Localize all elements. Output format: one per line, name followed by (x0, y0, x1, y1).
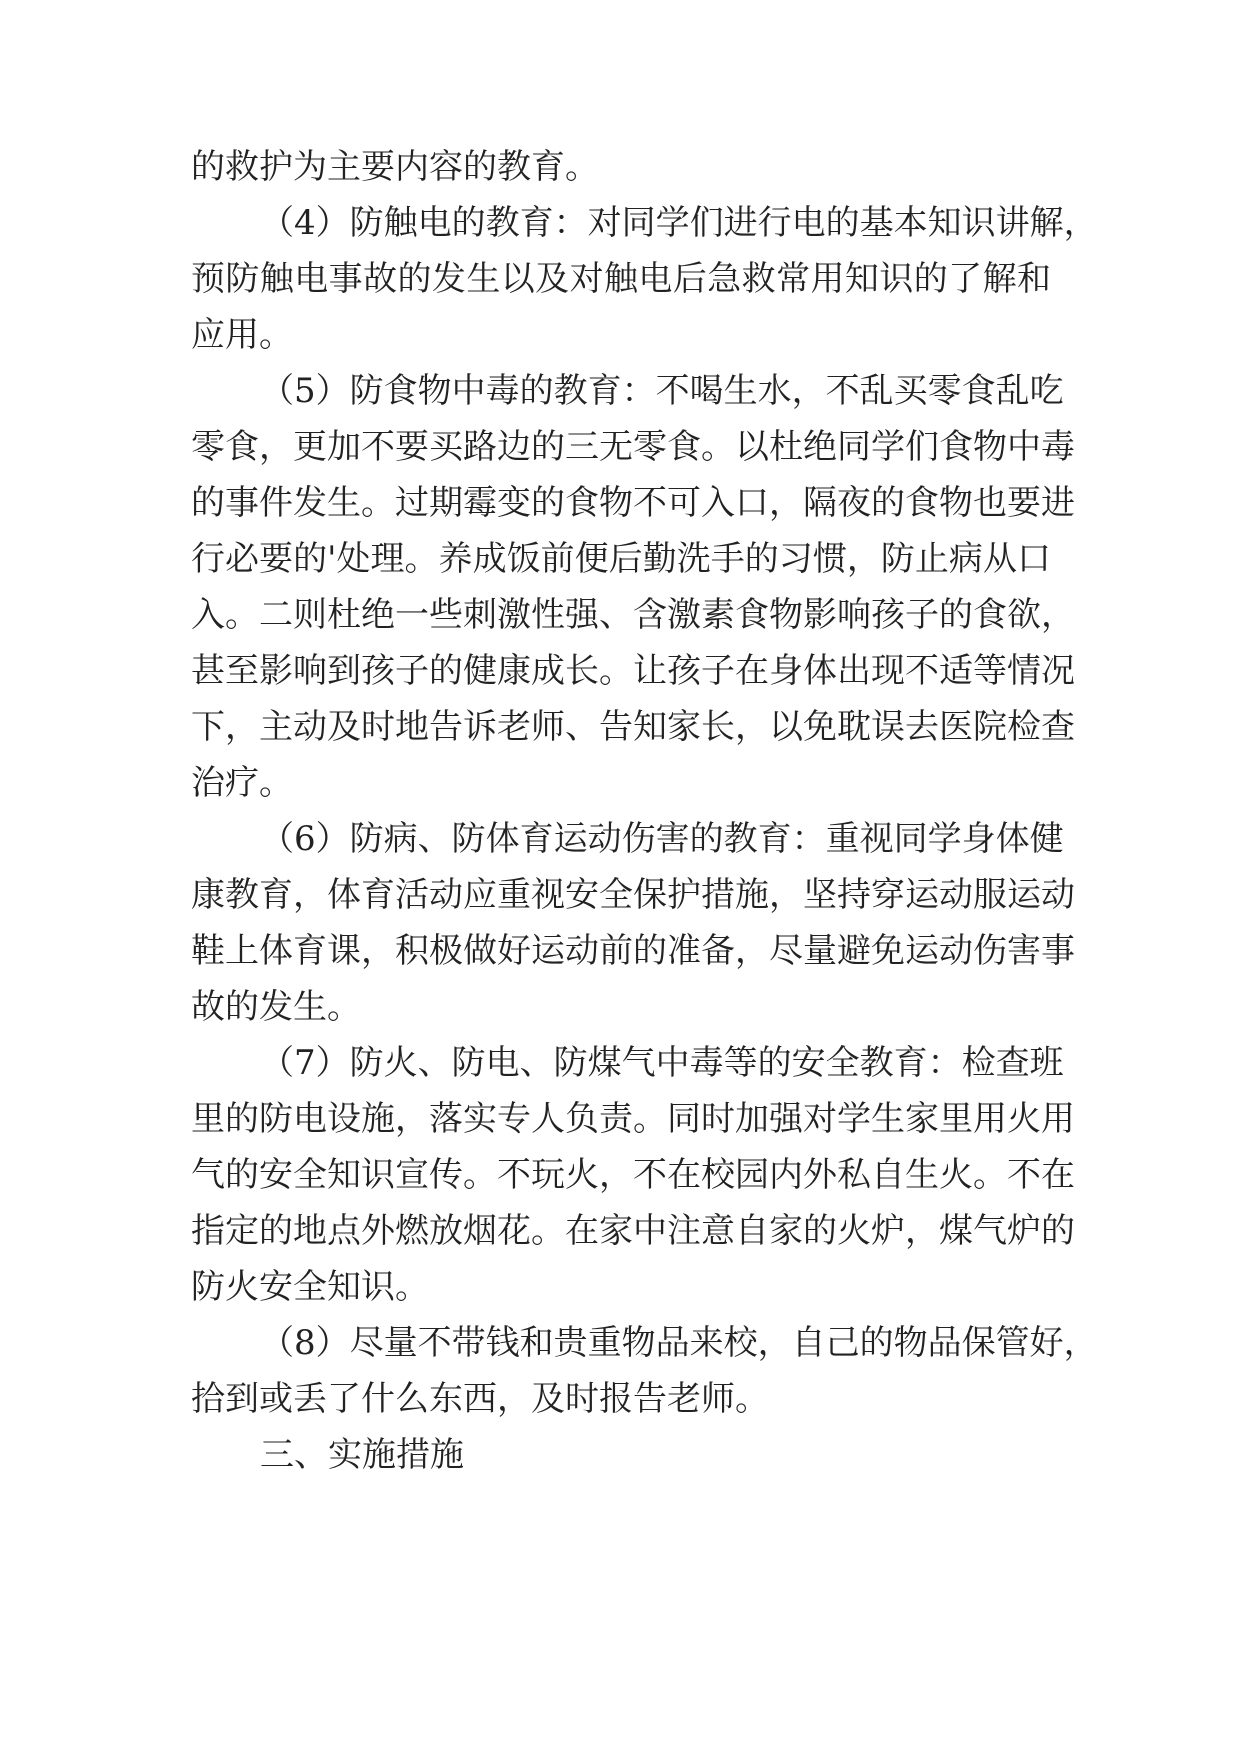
text-line: 预防触电事故的发生以及对触电后急救常用知识的了解和 (191, 259, 1051, 299)
text-line: 下，主动及时地告诉老师、告知家长，以免耽误去医院检查 (191, 707, 1075, 747)
text-line: 行必要的'处理。养成饭前便后勤洗手的习惯，防止病从口 (191, 539, 1051, 579)
text-line: 治疗。 (191, 763, 293, 803)
text-line: 甚至影响到孩子的健康成长。让孩子在身体出现不适等情况 (191, 651, 1075, 691)
paragraph-6-heading-line: （6）防病、防体育运动伤害的教育：重视同学身体健 (260, 819, 1064, 859)
text-line: 康教育，体育活动应重视安全保护措施，坚持穿运动服运动 (191, 875, 1075, 915)
paragraph-8-heading-line: （8）尽量不带钱和贵重物品来校，自己的物品保管好， (260, 1323, 1098, 1363)
text-line: 气的安全知识宣传。不玩火，不在校园内外私自生火。不在 (191, 1155, 1075, 1195)
text-line: 里的防电设施，落实专人负责。同时加强对学生家里用火用 (191, 1099, 1075, 1139)
text-line: 鞋上体育课，积极做好运动前的准备，尽量避免运动伤害事 (191, 931, 1075, 971)
paragraph-7-heading-line: （7）防火、防电、防煤气中毒等的安全教育：检查班 (260, 1043, 1064, 1083)
section-heading: 三、实施措施 (260, 1435, 464, 1475)
paragraph-5-heading-line: （5）防食物中毒的教育：不喝生水，不乱买零食乱吃 (260, 371, 1064, 411)
text-line: 应用。 (191, 315, 293, 355)
paragraph-4-heading-line: （4）防触电的教育：对同学们进行电的基本知识讲解， (260, 203, 1098, 243)
text-line: 防火安全知识。 (191, 1267, 429, 1307)
text-line: 的救护为主要内容的教育。 (191, 147, 599, 187)
text-line: 入。二则杜绝一些刺激性强、含激素食物影响孩子的食欲， (191, 595, 1075, 635)
text-line: 的事件发生。过期霉变的食物不可入口，隔夜的食物也要进 (191, 483, 1075, 523)
text-line: 指定的地点外燃放烟花。在家中注意自家的火炉，煤气炉的 (191, 1211, 1075, 1251)
text-line: 拾到或丢了什么东西，及时报告老师。 (191, 1379, 769, 1419)
text-line: 故的发生。 (191, 987, 361, 1027)
text-line: 零食，更加不要买路边的三无零食。以杜绝同学们食物中毒 (191, 427, 1075, 467)
